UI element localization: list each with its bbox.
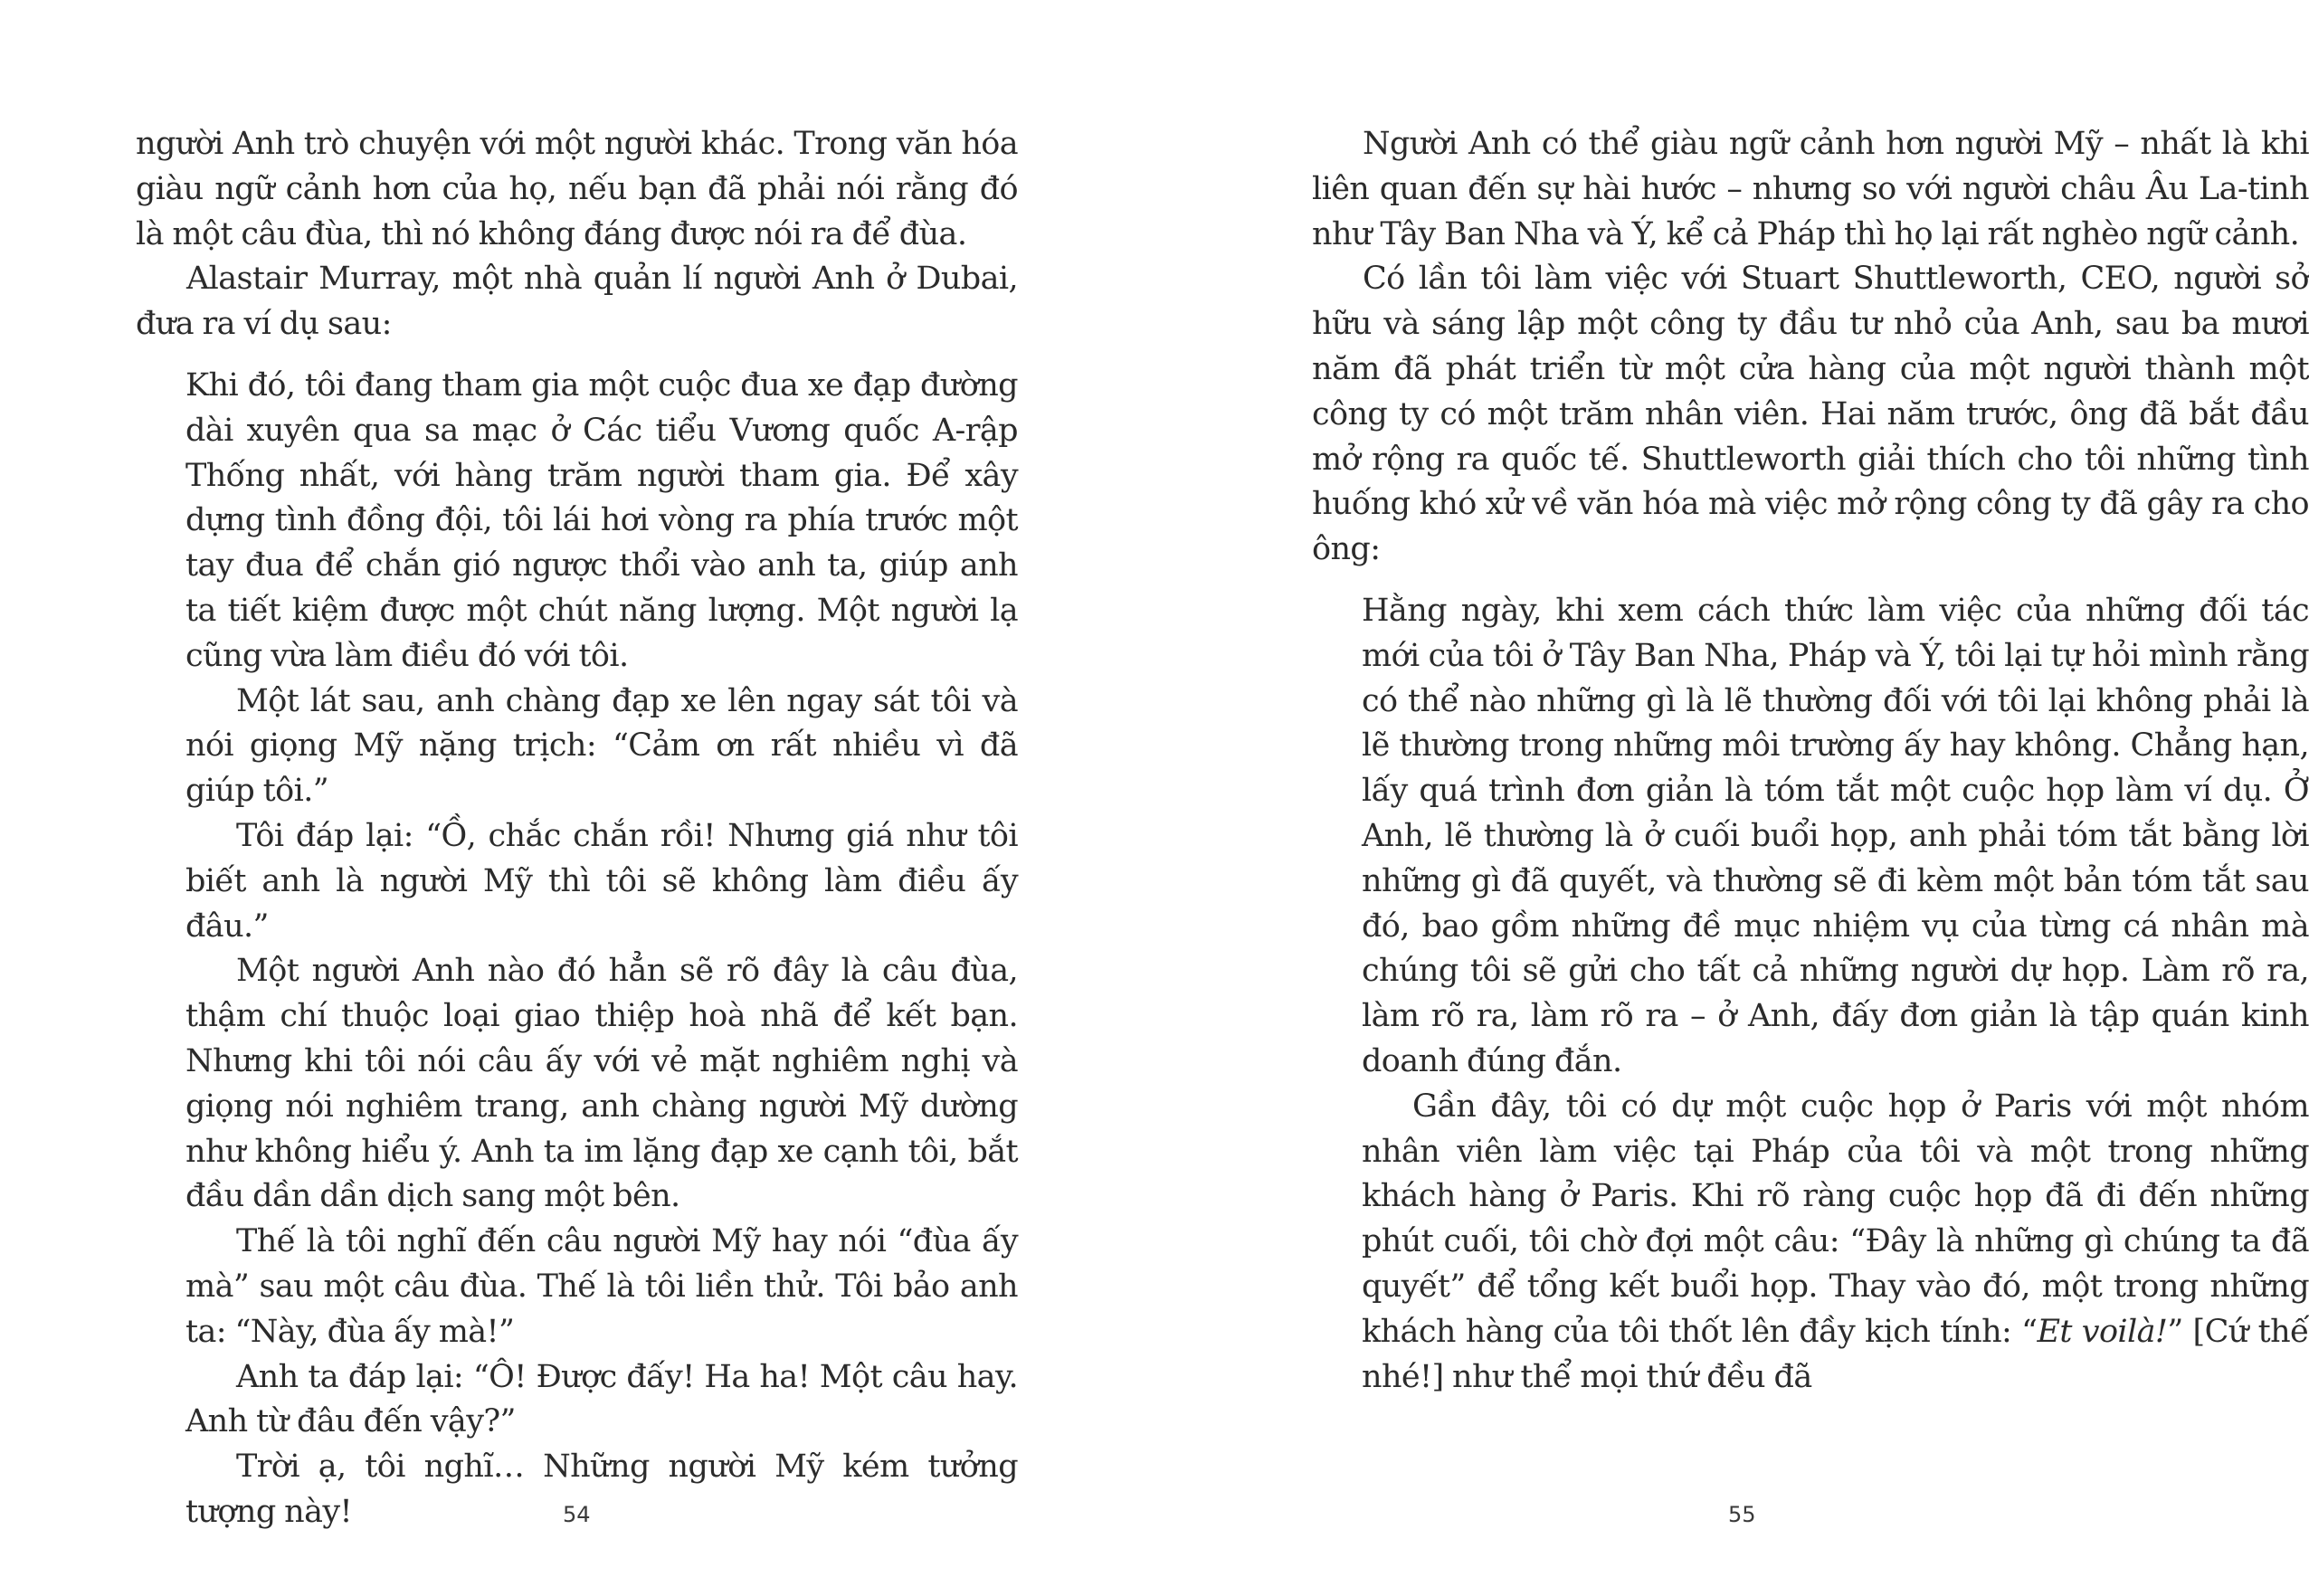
italic-phrase: Et voilà! <box>2037 1313 2168 1350</box>
quote-paragraph: Khi đó, tôi đang tham gia một cuộc đua xe đạp đường dài xuyên qua sa mạc ở Các tiểu Vương quốc A-rập Thống nhất, với hàng trăm người tham gia. Để xây dựng tình đồng đội, tôi lái hơi vòng ra phía trước một tay đua để chắn gió ngược thổi vào anh ta, giúp anh ta tiết kiệm được một chút năng lượng. Một người lạ cũng vừa làm điều đó với tôi. <box>185 366 1018 674</box>
quote-text: Gần đây, tôi có dự một cuộc họp ở Paris với một nhóm nhân viên làm việc tại Pháp của tôi và một trong những khách hàng ở Paris. Khi rõ ràng cuộc họp đã đi đến những phút cuối, tôi chờ đợi một câu: “Đây là những gì chúng ta đã quyết” để tổng kết buổi họp. Thay vào đó, một trong những khách hàng của tôi thốt lên đầy kịch tính: “ <box>1362 1088 2309 1350</box>
quote-paragraph: Một lát sau, anh chàng đạp xe lên ngay sát tôi và nói giọng Mỹ nặng trịch: “Cảm ơn rất nhiều vì đã giúp tôi.” <box>185 682 1018 810</box>
block-quote <box>185 364 1018 1535</box>
quote-paragraph: Hằng ngày, khi xem cách thức làm việc của những đối tác mới của tôi ở Tây Ban Nha, Pháp và Ý, tôi lại tự hỏi mình rằng có thể nào những gì là lẽ thường đối với tôi lại không phải là lẽ thường trong những môi trường ấy hay không. Chẳng hạn, lấy quá trình đơn giản là tóm tắt một cuộc họp làm ví dụ. Ở Anh, lẽ thường là ở cuối buổi họp, anh phải tóm tắt bằng lời những gì đã quyết, và thường sẽ đi kèm một bản tóm tắt sau đó, bao gồm những đề mục nhiệm vụ của từng cá nhân mà chúng tôi sẽ gửi cho tất cả những người dự họp. Làm rõ ra, làm rõ ra, làm rõ ra – ở Anh, đấy đơn giản là tập quán kinh doanh đúng đắn. <box>1362 592 2309 1079</box>
page-number: 54 <box>563 1502 591 1527</box>
left-page <box>0 0 1154 1596</box>
page-number: 55 <box>1728 1502 1756 1527</box>
quote-paragraph: Anh ta đáp lại: “Ô! Được đấy! Ha ha! Một câu hay. Anh từ đâu đến vậy?” <box>185 1358 1018 1440</box>
paragraph: người Anh trò chuyện với một người khác. Trong văn hóa giàu ngữ cảnh hơn của họ, nếu bạn đã phải nói rằng đó là một câu đùa, thì nó không đáng được nói ra để đùa. <box>136 126 1018 252</box>
quote-paragraph: Trời ạ, tôi nghĩ… Những người Mỹ kém tưởng tượng này! <box>185 1449 1018 1530</box>
block-quote <box>1362 589 2309 1400</box>
quote-paragraph: Một người Anh nào đó hẳn sẽ rõ đây là câu đùa, thậm chí thuộc loại giao thiệp hoà nhã để kết bạn. Nhưng khi tôi nói câu ấy với vẻ mặt nghiêm nghị và giọng nói nghiêm trang, anh chàng người Mỹ dường như không hiểu ý. Anh ta im lặng đạp xe cạnh tôi, bắt đầu dần dần dịch sang một bên. <box>185 953 1018 1215</box>
quote-text: ” [Cứ thế nhé!] như thể mọi thứ đều đã <box>1362 1313 2309 1395</box>
left-page-text <box>136 122 1018 1535</box>
paragraph: Có lần tôi làm việc với Stuart Shuttleworth, CEO, người sở hữu và sáng lập một công ty đầu tư nhỏ của Anh, sau ba mươi năm đã phát triển từ một cửa hàng của một người thành một công ty có một trăm nhân viên. Hai năm trước, ông đã bắt đầu mở rộng ra quốc tế. Shuttleworth giải thích cho tôi những tình huống khó xử về văn hóa mà việc mở rộng công ty đã gây ra cho ông: <box>1312 261 2309 568</box>
right-page-text <box>1312 122 2309 1400</box>
quote-paragraph: Thế là tôi nghĩ đến câu người Mỹ hay nói “đùa ấy mà” sau một câu đùa. Thế là tôi liền thử. Tôi bảo anh ta: “Này, đùa ấy mà!” <box>185 1223 1018 1350</box>
paragraph: Người Anh có thể giàu ngữ cảnh hơn người Mỹ – nhất là khi liên quan đến sự hài hước – nhưng so với người châu Âu La-tinh như Tây Ban Nha và Ý, kể cả Pháp thì họ lại rất nghèo ngữ cảnh. <box>1312 126 2309 252</box>
paragraph: Alastair Murray, một nhà quản lí người Anh ở Dubai, đưa ra ví dụ sau: <box>136 261 1018 343</box>
quote-paragraph <box>1362 1085 2309 1401</box>
quote-paragraph: Tôi đáp lại: “Ồ, chắc chắn rồi! Nhưng giá như tôi biết anh là người Mỹ thì tôi sẽ không làm điều ấy đâu.” <box>185 817 1018 945</box>
